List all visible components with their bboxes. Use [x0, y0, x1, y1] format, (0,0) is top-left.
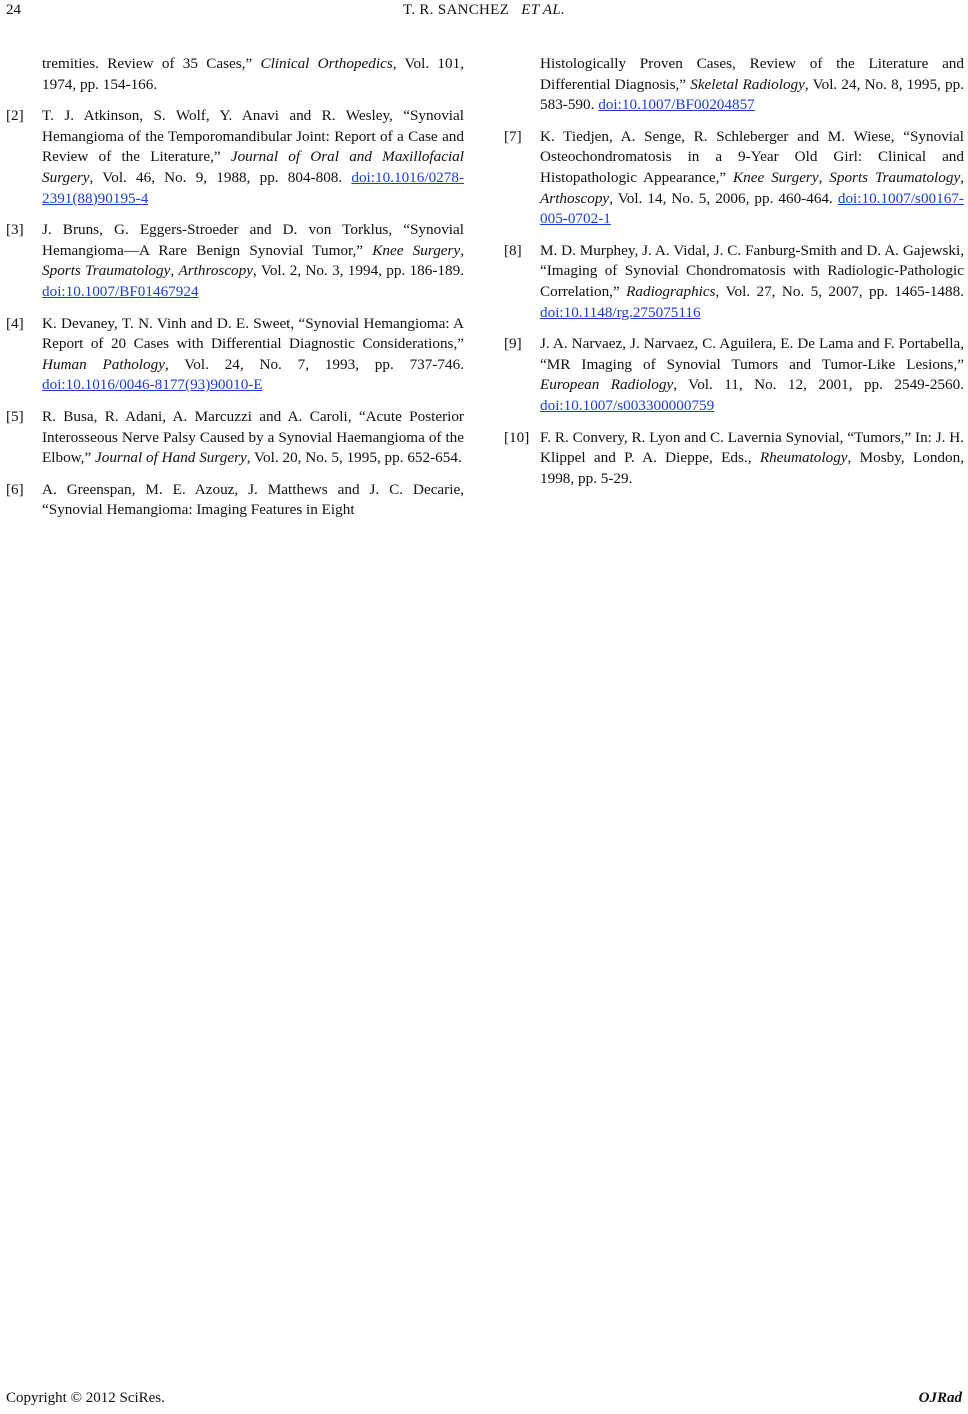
ref-text: Histologically Proven Cases, Review of the Literature and Differential Diagnosis,” — [540, 55, 964, 93]
left-column — [6, 54, 464, 532]
ref-journal: Clinical Orthopedics — [260, 55, 393, 72]
reference-continuation — [6, 54, 464, 95]
ref-text: , — [960, 168, 964, 186]
copyright-notice: Copyright © 2012 SciRes. — [6, 1390, 165, 1406]
doi-link[interactable]: doi:10.1148/rg.275075116 — [540, 303, 701, 321]
ref-text: , Vol. 101, 1974, pp. 154-166. — [42, 55, 464, 93]
running-head — [0, 2, 968, 19]
ref-text: J. A. Narvaez, J. Narvaez, C. Aguilera, E. De Lama and F. Portabella, “MR Imaging of Synovial Tumors and Tumor-Like Lesions,” — [540, 335, 964, 373]
ref-text: K. Tiedjen, A. Senge, R. Schleberger and M. Wiese, “Synovial Osteochondromatosis in a 9-Year Old Girl: Clinical and Histopathologic Appearance,” — [540, 127, 964, 186]
ref-journal: Arthoscopy — [540, 189, 610, 207]
ref-text: , Vol. 2, No. 3, 1994, pp. 186-189. — [253, 262, 464, 280]
reference-continuation — [504, 54, 964, 116]
doi-link[interactable]: doi:10.1007/s00167-005-0702-1 — [540, 189, 964, 228]
reference-7 — [504, 127, 964, 230]
ref-number: [10] — [504, 428, 530, 446]
ref-journal: Human Pathology — [42, 355, 165, 373]
ref-number: [3] — [6, 221, 24, 239]
ref-number: [7] — [504, 127, 522, 145]
ref-text: , Vol. 46, No. 9, 1988, pp. 804-808. — [89, 168, 352, 186]
ref-text: K. Devaney, T. N. Vinh and D. E. Sweet, “Synovial Hemangioma: A Report of 20 Cases with Differential Diagnostic Considerations,” — [42, 314, 464, 353]
ref-journal: Knee Surgery — [732, 168, 819, 186]
ref-text: M. D. Murphey, J. A. Vidal, J. C. Fanburg-Smith and D. A. Gajewski, “Imaging of Synovial Chondromatosis with Radiologic-Pathologic Correlation,” — [540, 241, 964, 300]
ref-text: tremities. Review of 35 Cases,” — [42, 55, 261, 72]
ref-text: , Vol. 27, No. 5, 2007, pp. 1465-1488. — [715, 282, 964, 300]
ref-journal: Arthroscopy — [178, 262, 253, 280]
reference-5 — [6, 407, 464, 469]
ref-journal: Rheumatology — [759, 449, 848, 467]
reference-2 — [6, 106, 464, 209]
reference-6 — [6, 480, 464, 521]
ref-text: R. Busa, R. Adani, A. Marcuzzi and A. Caroli, “Acute Posterior Interosseous Nerve Palsy Caused by a Synovial Haemangioma of the Elbow,” — [42, 407, 464, 467]
reference-10 — [504, 428, 964, 490]
ref-text: , Vol. 11, No. 12, 2001, pp. 2549-2560. — [673, 376, 965, 394]
ref-number: [5] — [6, 407, 24, 425]
reference-8 — [504, 241, 964, 323]
ref-text: , — [818, 168, 830, 186]
ref-journal: Journal of Hand Surgery — [95, 449, 247, 467]
ref-journal: Sports Traumatology — [42, 262, 171, 280]
ref-text: , Vol. 14, No. 5, 2006, pp. 460-464. — [609, 189, 838, 207]
ref-journal: Knee Surgery — [372, 241, 461, 259]
ref-text: , — [170, 262, 179, 280]
ref-number: [2] — [6, 107, 24, 125]
right-column — [504, 54, 964, 500]
reference-4 — [6, 314, 464, 396]
ref-text: , Vol. 24, No. 7, 1993, pp. 737-746. — [164, 355, 464, 373]
ref-text: , Vol. 24, No. 8, 1995, pp. 583-590. — [540, 75, 965, 114]
running-head-etal: ET AL. — [521, 2, 566, 18]
ref-text: T. J. Atkinson, S. Wolf, Y. Anavi and R. Wesley, “Synovial Hemangioma of the Temporomandibular Joint: Report of a Case and Review of the Literature,” — [42, 107, 464, 166]
ref-text: , — [460, 241, 464, 259]
reference-9 — [504, 334, 964, 416]
ref-journal: European Radiology — [540, 376, 674, 394]
ref-journal: Radiographics — [626, 282, 716, 300]
ref-text: A. Greenspan, M. E. Azouz, J. Matthews and J. C. Decarie, “Synovial Hemangioma: Imaging Features in Eight — [42, 480, 464, 519]
ref-text: , Mosby, London, 1998, pp. 5-29. — [540, 449, 964, 487]
ref-text: J. Bruns, G. Eggers-Stroeder and D. von Torklus, “Synovial Hemangioma—A Rare Benign Synovial Tumor,” — [42, 221, 464, 259]
ref-text: F. R. Convery, R. Lyon and C. Lavernia Synovial, “Tumors,” In: J. H. Klippel and P. A. Dieppe, Eds., — [540, 428, 964, 467]
ref-journal: Skeletal Radiology — [690, 75, 805, 93]
doi-link[interactable]: doi:10.1007/BF01467924 — [42, 282, 199, 300]
ref-number: [9] — [504, 335, 522, 353]
doi-link[interactable]: doi:10.1016/0278-2391(88)90195-4 — [42, 168, 464, 207]
page-number: 24 — [6, 2, 21, 18]
doi-link[interactable]: doi:10.1007/BF00204857 — [598, 96, 755, 114]
ref-number: [4] — [6, 314, 24, 332]
ref-number: [6] — [6, 480, 24, 498]
ref-journal: Journal of Oral and Maxillofacial Surgery — [42, 148, 464, 186]
reference-3 — [6, 220, 464, 302]
running-head-author: T. R. SANCHEZ — [402, 2, 510, 18]
ref-number: [8] — [504, 241, 522, 259]
doi-link[interactable]: doi:10.1007/s003300000759 — [540, 396, 715, 414]
ref-journal: Sports Traumatology — [829, 168, 961, 186]
ref-text: , Vol. 20, No. 5, 1995, pp. 652-654. — [246, 449, 462, 467]
doi-link[interactable]: doi:10.1016/0046-8177(93)90010-E — [42, 376, 263, 394]
journal-abbreviation: OJRad — [918, 1390, 962, 1406]
